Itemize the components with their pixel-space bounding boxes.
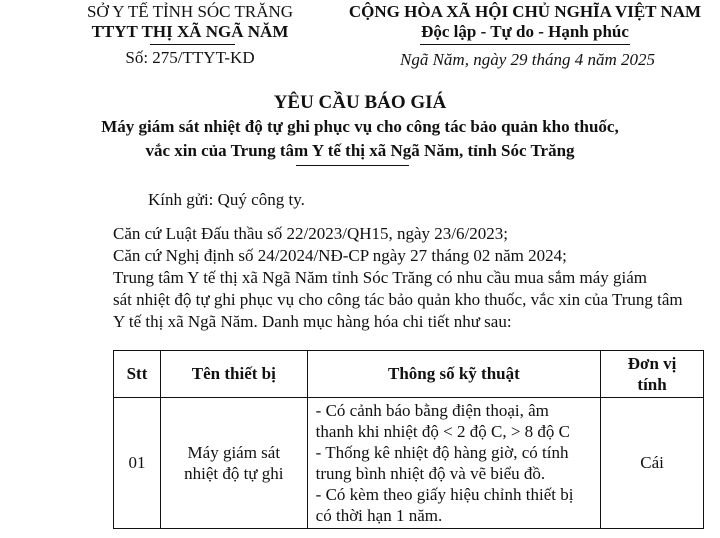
legal-basis-1: Căn cứ Luật Đấu thầu số 22/2023/QH15, ngày 23/6/2023; [113, 224, 508, 243]
spec-line: - Có kèm theo giấy hiệu chỉnh thiết bị [315, 485, 574, 504]
date-line: Ngã Năm, ngày 29 tháng 4 năm 2025 [400, 50, 655, 69]
cell-stt: 01 [114, 398, 161, 529]
device-name-line2: nhiệt độ tự ghi [184, 464, 284, 483]
subtitle-line-1: Máy giám sát nhiệt độ tự ghi phục vụ cho công tác bảo quản kho thuốc, [101, 117, 619, 136]
title-underline [296, 165, 409, 166]
device-name-line1: Máy giám sát [187, 443, 281, 462]
cell-spec [307, 398, 600, 529]
national-title: CỘNG HÒA XÃ HỘI CHỦ NGHĨA VIỆT NAM [348, 2, 702, 21]
agency-parent: SỞ Y TẾ TỈNH SÓC TRĂNG [86, 2, 294, 21]
subtitle-line-2: vắc xin của Trung tâm Y tế thị xã Ngã Năm, tỉnh Sóc Trăng [145, 141, 575, 160]
agency-underline [150, 44, 235, 45]
agency-name: TTYT THỊ XÃ NGÃ NĂM [91, 22, 289, 41]
cell-unit: Cái [601, 398, 704, 529]
motto-underline [420, 44, 630, 45]
spec-line: trung bình nhiệt độ và vẽ biểu đồ. [315, 464, 546, 483]
goods-table [113, 350, 704, 529]
col-header-unit-line1: Đơn vị [627, 354, 677, 373]
table-row [114, 398, 704, 529]
spec-line: - Có cảnh báo bằng điện thoại, âm [315, 401, 549, 420]
national-motto: Độc lập - Tự do - Hạnh phúc [421, 22, 629, 41]
intro-line-2: sát nhiệt độ tự ghi phục vụ cho công tác bảo quản kho thuốc, vắc xin của Trung tâm [113, 290, 683, 309]
doc-title: YÊU CẦU BÁO GIÁ [273, 92, 447, 113]
col-header-unit [601, 351, 704, 398]
spec-line: thanh khi nhiệt độ < 2 độ C, > 8 độ C [315, 422, 571, 441]
col-header-unit-line2: tính [637, 375, 667, 394]
spec-line: - Thống kê nhiệt độ hàng giờ, có tính [315, 443, 569, 462]
legal-basis-2: Căn cứ Nghị định số 24/2024/NĐ-CP ngày 27 tháng 02 năm 2024; [113, 246, 567, 265]
greeting: Kính gửi: Quý công ty. [148, 190, 305, 209]
col-header-stt: Stt [114, 351, 161, 398]
doc-number: Số: 275/TTYT-KD [125, 48, 255, 67]
intro-line-3: Y tế thị xã Ngã Năm. Danh mục hàng hóa chi tiết như sau: [113, 312, 512, 331]
col-header-spec: Thông số kỹ thuật [307, 351, 600, 398]
table-header-row [114, 351, 704, 398]
intro-line-1: Trung tâm Y tế thị xã Ngã Năm tỉnh Sóc Trăng có nhu cầu mua sắm máy giám [113, 268, 648, 287]
cell-device-name [160, 398, 307, 529]
spec-line: có thời hạn 1 năm. [315, 506, 443, 525]
col-header-name: Tên thiết bị [160, 351, 307, 398]
